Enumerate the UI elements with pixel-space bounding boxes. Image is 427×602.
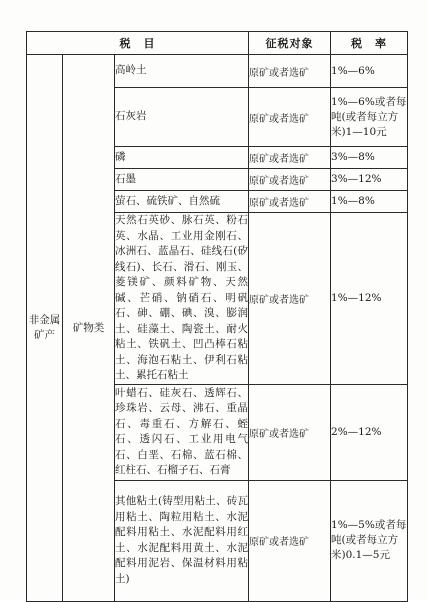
item-cell: 其他粘土(铸型用粘土、砖瓦用粘土、陶粒用粘土、水泥配料用粘土、水泥配料用红土、水泥配料用黄土、水泥配料用泥岩、保温材料用粘土) (115, 480, 249, 601)
rate-cell: 1%—12% (331, 213, 408, 385)
subcategory-cell: 矿物类 (63, 55, 115, 602)
rate-cell: 1%—6% (331, 55, 408, 88)
rate-cell: 1%—8% (331, 191, 408, 213)
header-item: 税 目 (27, 32, 249, 55)
item-cell: 天然石英砂、脉石英、粉石英、水晶、工业用金刚石、冰洲石、蓝晶石、硅线石(矽线石)、长石、滑石、刚玉、菱镁矿、颜料矿物、天然碱、芒硝、钠硝石、明矾石、砷、硼、碘、溴、膨润土、硅藻土、陶瓷土、耐火粘土、铁矾土、凹凸棒石粘土、海泡石粘土、伊利石粘土、累托石粘土 (115, 213, 249, 385)
rate-cell: 2%—12% (331, 384, 408, 480)
table-row (27, 55, 408, 88)
item-cell: 石灰岩 (115, 88, 249, 147)
object-cell: 原矿或者选矿 (249, 55, 331, 88)
item-cell: 磷 (115, 147, 249, 169)
object-cell: 原矿或者选矿 (249, 384, 331, 480)
item-cell: 叶蜡石、硅灰石、透辉石、珍珠岩、云母、沸石、重晶石、毒重石、方解石、蛭石、透闪石、工业用电气石、白垩、石棉、蓝石棉、红柱石、石榴子石、石膏 (115, 384, 249, 480)
resource-tax-table (26, 31, 408, 602)
rate-cell: 3%—12% (331, 169, 408, 191)
rate-cell: 1%—6%或者每吨(或者每立方米)1—10元 (331, 88, 408, 147)
object-cell: 原矿或者选矿 (249, 147, 331, 169)
object-cell: 原矿或者选矿 (249, 213, 331, 385)
item-cell: 石墨 (115, 169, 249, 191)
table-header-row (27, 32, 408, 55)
header-object: 征税对象 (249, 32, 331, 55)
header-rate: 税 率 (331, 32, 408, 55)
object-cell: 原矿或者选矿 (249, 169, 331, 191)
object-cell: 原矿或者选矿 (249, 88, 331, 147)
object-cell: 原矿或者选矿 (249, 191, 331, 213)
rate-cell: 3%—8% (331, 147, 408, 169)
object-cell: 原矿或者选矿 (249, 480, 331, 601)
item-cell: 高岭土 (115, 55, 249, 88)
rate-cell: 1%—5%或者每吨(或者每立方米)0.1—5元 (331, 480, 408, 601)
category-cell: 非金属矿产 (27, 55, 63, 602)
item-cell: 萤石、硫铁矿、自然硫 (115, 191, 249, 213)
